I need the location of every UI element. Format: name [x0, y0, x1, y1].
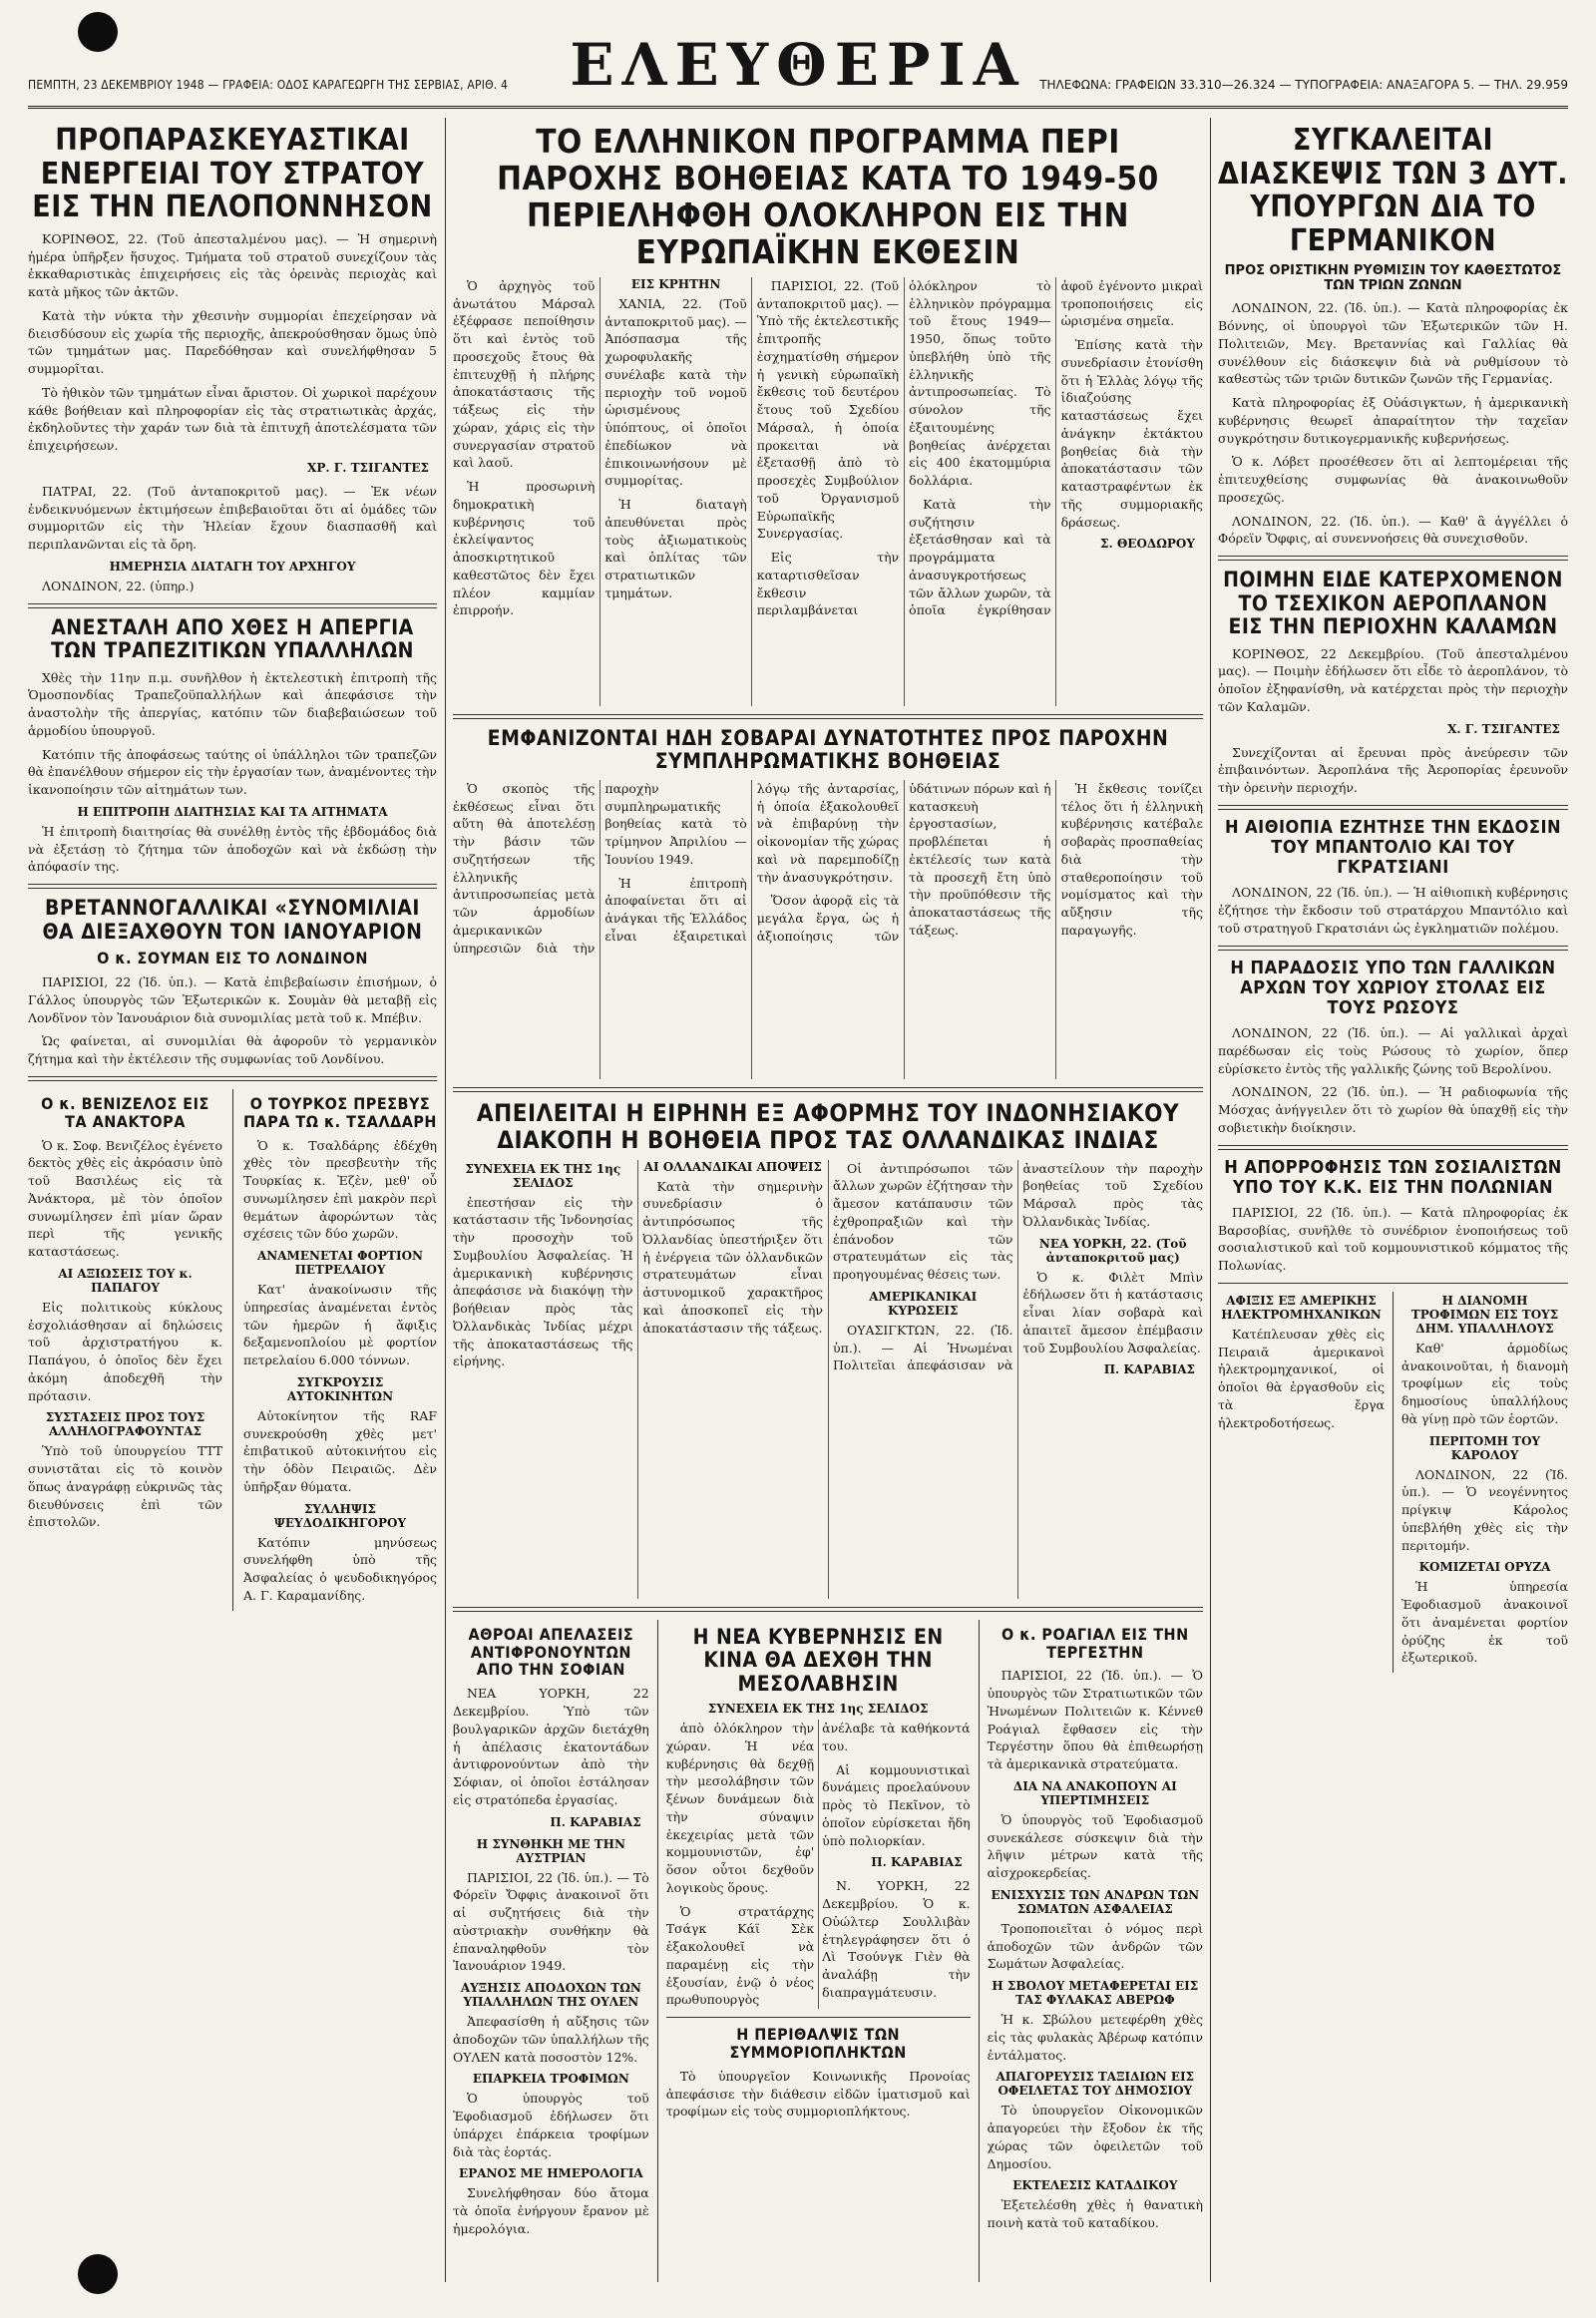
headline-rations: Η ΔΙΑΝΟΜΗ ΤΡΟΦΙΜΩΝ ΕΙΣ ΤΟΥΣ ΔΗΜ. ΥΠΑΛΛΗΛΟΥΣ: [1410, 1293, 1559, 1336]
article-text: Κατὰ τὴν σημερινὴν συνεδρίασιν ὁ ἀντιπρόσωπος τῆς Ὀλλανδίας ὑπεστήριξεν ὅτι ἡ ἐνέργεια τῶν ὀλλανδικῶν στρατευμάτων εἶναι ἀστυνομικοῦ χαρακτῆρος καὶ ἀποσκοπεῖ εἰς τὴν ἀποκατάστασιν τῆς τάξεως.: [642, 1178, 823, 1336]
headline-china: Η ΝΕΑ ΚΥΒΕΡΝΗΣΙΣ ΕΝ ΚΙΝΑ ΘΑ ΔΕΧΘΗ ΤΗΝ ΜΕΣΟΛΑΒΗΣΙΝ: [692, 1624, 944, 1696]
article-text: Εἰς τὴν καταρτισθεῖσαν ἔκθεσιν περιλαμβάνεται ὁλόκληρον τὸ ἑλληνικὸν πρόγραμμα τοῦ ἔτους 1949—1950, ὅπως τοῦτο ὑπεβλήθη ὑπὸ τῆς ἑλληνικῆς ἀντιπροσωπείας. Τὸ σύνολον τῆς ἐξαιτουμένης βοηθείας ἀνέρχεται εἰς 400 ἑκατομμύρια δολλάρια.: [756, 277, 1051, 618]
article-text: ΚΟΡΙΝΘΟΣ, 22 Δεκεμβρίου. (Τοῦ ἀπεσταλμένου μας). — Ποιμὴν ἐδήλωσεν ὅτι εἶδε τὸ ἀεροπλάνον, τὸ ὁποῖον ἐξηφανίσθη, νὰ κατέρχεται πρὸς τὴν περιοχὴν τῶν Καλαμῶν.: [1218, 645, 1568, 714]
article-text: ΛΟΝΔΙΝΟΝ, 22 (Ἰδ. ὑπ.). — Ἡ ραδιοφωνία τῆς Μόσχας ἀνήγγειλεν ὅτι τὸ χωρίον θὰ ὑπαχθῇ εἰς τὴν σοβιετικὴν διοίκησιν.: [1218, 1084, 1568, 1135]
headline-roial: Ο κ. ΡΟΑΓΙΑΛ ΕΙΣ ΤΗΝ ΤΕΡΓΕΣΤΗΝ: [1000, 1624, 1189, 1662]
subheading: ΣΥΣΤΑΣΕΙΣ ΠΡΟΣ ΤΟΥΣ ΑΛΛΗΛΟΓΡΑΦΟΥΝΤΑΣ: [45, 1410, 205, 1439]
headline-britain: ΒΡΕΤΑΝΝΟΓΑΛΛΙΚΑΙ «ΣΥΝΟΜΙΛΙΑΙ ΘΑ ΔΙΕΞΑΧΘΟΥΝ ΤΟΝ ΙΑΝΟΥΑΡΙΟΝ: [42, 896, 423, 944]
article-text: ΛΟΝΔΙΝΟΝ, 22. (Ἰδ. ὑπ.). — Κατὰ πληροφορίας ἐκ Βόννης, οἱ ὑπουργοὶ τῶν Ἐξωτερικῶν τῶν Η. Πολιτειῶν, Μεγ. Βρεταννίας καὶ Γαλλίας θὰ συνέλθουν εἰς διάσκεψιν διὰ νὰ ρυθμίσουν τὸ καθεστὼς τῶν τριῶν δυτικῶν ζωνῶν τῆς Γερμανίας.: [1218, 300, 1568, 387]
subheading: Η ΕΠΙΤΡΟΠΗ ΔΙΑΙΤΗΣΙΑΣ ΚΑΙ ΤΑ ΑΙΤΗΜΑΤΑ: [77, 804, 388, 819]
column-rule: [1210, 118, 1211, 2282]
article-text: ΛΟΝΔΙΝΟΝ, 22. (Ἰδ. ὑπ.). — Καθ' ἃ ἀγγέλλει ὁ Φόρεϊν Ὄφφις, αἱ συνεννοήσεις θὰ συνεχισθοῦν.: [1218, 513, 1568, 547]
article-text: ΠΑΡΙΣΙΟΙ, 22 (Ἰδ. ὑπ.). — Ὁ ὑπουργὸς τῶν Στρατιωτικῶν τῶν Ἡνωμένων Πολιτειῶν κ. Κέννεθ Ροάγιαλ ἔφθασεν εἰς τὴν Τεργέστην ὅπου θὰ ἐπιθεωρήσῃ τὰ ἀμερικανικὰ στρατεύματα.: [987, 1668, 1203, 1772]
headline-peloponnisos: ΠΡΟΠΑΡΑΣΚΕΥΑΣΤΙΚΑΙ ΕΝΕΡΓΕΙΑΙ ΤΟΥ ΣΤΡΑΤΟΥ ΕΙΣ ΤΗΝ ΠΕΛΟΠΟΝΝΗΣΟΝ: [32, 123, 433, 225]
subheading: ΑΙ ΟΛΛΑΝΔΙΚΑΙ ΑΠΟΨΕΙΣ: [643, 1159, 822, 1174]
article-text: Οἱ ἀντιπρόσωποι τῶν ἄλλων χωρῶν ἐζήτησαν τὴν ἄμεσον κατάπαυσιν τῶν ἐχθροπραξιῶν καὶ τὴν ἐπάνοδον τῶν στρατευμάτων εἰς τὰς προηγουμένας θέσεις των.: [833, 1160, 1013, 1283]
byline: Π. ΚΑΡΑΒΙΑΣ: [871, 1855, 963, 1870]
program-body: [453, 277, 1203, 706]
subheading: ΕΙΣ ΚΡΗΤΗΝ: [630, 276, 721, 291]
masthead-right: ΤΗΛΕΦΩΝΑ: ΓΡΑΦΕΙΩΝ 33.310—26.324 — ΤΥΠΟΓΡΑΦΕΙΑ: ΑΝΑΞΑΓΟΡΑ 5. — ΤΗΛ. 29.959: [1039, 78, 1568, 92]
punch-hole: [78, 12, 118, 52]
subheading: ΑΙ ΑΞΙΩΣΕΙΣ ΤΟΥ κ. ΠΑΠΑΓΟΥ: [58, 1266, 193, 1295]
article-text: Ὁ κ. Φιλὲτ Μπὶν ἐδήλωσεν ὅτι ἡ κατάστασις εἶναι λίαν σοβαρὰ καὶ ἀπαιτεῖ ἄμεσον ἐπέμβασιν τοῦ Συμβουλίου Ἀσφαλείας.: [1022, 1269, 1203, 1355]
article-text: Ὁ κ. Σοφ. Βενιζέλος ἐγένετο δεκτὸς χθὲς εἰς ἀκρόασιν ὑπὸ τοῦ Βασιλέως εἰς τὰ Ἀνάκτορα, μὲ τὸν ὁποῖον συνωμίλησεν ἐπὶ μίαν ὥραν περὶ τῆς γενικῆς καταστάσεως.: [28, 1137, 222, 1260]
article-text: ΝΕΑ ΥΟΡΚΗ, 22 Δεκεμβρίου. Ὑπὸ τῶν βουλγαρικῶν ἀρχῶν διετάχθη ἡ ἀπέλασις ἑκατοντάδων ἀντιφρονούντων ἀπὸ τὴν Σόφιαν, οἱ ὁποῖοι ἐστάλησαν εἰς στρατόπεδα ἐργασίας.: [453, 1686, 649, 1807]
article-text: Ὁ ἀρχηγὸς τοῦ ἀνωτάτου Μάρσαλ ἐξέφρασε πεποίθησιν ὅτι καὶ ἐντὸς τοῦ προσεχοῦς ἔτους θὰ ἐπιτευχθῇ ἡ πλήρης ἀποκατάστασις τῆς τάξεως εἰς τὴν χώραν, χάρις εἰς τὴν συνεργασίαν στρατοῦ καὶ λαοῦ.: [453, 277, 596, 471]
article-text: Κατὰ τὴν νύκτα τὴν χθεσινὴν συμμορίαι ἐπεχείρησαν νὰ διεισδύσουν εἰς χωρία τῆς περιοχῆς, ἀπεκρούσθησαν ὅμως ὑπὸ τῶν τμημάτων μας. Παρεδόθησαν καὶ συνελήφθησαν 5 συμμορῖται.: [28, 307, 437, 377]
article-text: Ὑπὸ τοῦ ὑπουργείου ΤΤΤ συνιστᾶται εἰς τὸ κοινὸν ὅπως ἀναγράφῃ εὐκρινῶς τὰς διευθύνσεις ἐπὶ τῶν ἐπιστολῶν.: [28, 1443, 222, 1530]
subheading: Η ΣΥΝΘΗΚΗ ΜΕ ΤΗΝ ΑΥΣΤΡΙΑΝ: [476, 1836, 625, 1865]
subheading: ΑΜΕΡΙΚΑΝΙΚΑΙ ΚΥΡΩΣΕΙΣ: [869, 1289, 978, 1318]
article-text: Ἡ ἐπιτροπὴ διαιτησίας θὰ συνέλθῃ ἐντὸς τῆς ἑβδομάδος διὰ νὰ ἐξετάσῃ τὸ ζήτημα τῶν ἀποδοχῶν καὶ νὰ ἐκδώσῃ τὴν ἀπόφασίν της.: [28, 823, 437, 875]
punch-hole: [78, 2254, 118, 2294]
article-text: Κατὰ τὴν συζήτησιν ἐξετάσθησαν καὶ τὰ προγράμματα ἀνασυγκροτήσεως τῶν ἄλλων χωρῶν, τὰ ὁποῖα ἐγκρίθησαν ἀφοῦ ἐγένοντο μικραὶ τροποποιήσεις εἰς ὡρισμένα σημεῖα.: [909, 277, 1203, 618]
article-text: ΛΟΝΔΙΝΟΝ, 22 (Ἰδ. ὑπ.). — Αἱ γαλλικαὶ ἀρχαὶ παρέδωσαν εἰς τοὺς Ρώσους τὸ χωρίον, ὅπερ εὑρίσκετο ἐντὸς τῆς γαλλικῆς ζώνης τοῦ Βερολίνου.: [1218, 1025, 1568, 1076]
byline: Χ. Γ. ΤΣΙΓΑΝΤΕΣ: [1447, 721, 1560, 736]
lower-center: [453, 1620, 1203, 2282]
subheading: ΕΚΤΕΛΕΣΙΣ ΚΑΤΑΔΙΚΟΥ: [1012, 2178, 1178, 2193]
article-text: Ὡς φαίνεται, αἱ συνομιλίαι θὰ ἀφοροῦν τὸ γερμανικὸν ζήτημα καὶ τὴν ἐκτέλεσιν τῆς συμφωνίας τοῦ Λονδίνου.: [28, 1033, 437, 1066]
article-text: Ὁ κ. Τσαλδάρης ἐδέχθη χθὲς τὸν πρεσβευτὴν τῆς Τουρκίας κ. Ἐζὲν, μεθ' οὗ συνωμίλησεν ἐπὶ μακρὸν περὶ θεμάτων ἀφορώντων τὰς σχέσεις τῶν δύο χωρῶν.: [242, 1137, 437, 1242]
article-text: Ἡ ὑπηρεσία Ἐφοδιασμοῦ ἀνακοινοῖ ὅτι ἀναμένεται φορτίον ὀρύζης ἐκ τοῦ ἐξωτερικοῦ.: [1401, 1579, 1568, 1666]
subheading: ΚΟΜΙΖΕΤΑΙ ΟΡΥΖΑ: [1418, 1560, 1551, 1575]
article-text: Καθ' ἁρμοδίως ἀνακοινοῦται, ἡ διανομὴ τροφίμων εἰς τοὺς δημοσίους ὑπαλλήλους θὰ γίνῃ πρὸ τῶν ἑορτῶν.: [1401, 1340, 1568, 1426]
article-text: Ὁ σκοπὸς τῆς ἐκθέσεως εἶναι ὅτι αὕτη θὰ ἀποτελέσῃ τὴν βάσιν τῶν συζητήσεων τῆς ἑλληνικῆς ἀντιπροσωπείας μετὰ τῶν ἁρμοδίων ἀμερικανικῶν ὑπηρεσιῶν διὰ τὴν παροχὴν συμπληρωματικῆς βοηθείας κατὰ τὸ τρίμηνον Ἀπριλίου — Ἰουνίου 1949.: [453, 780, 747, 956]
article-text: Τὸ ὑπουργεῖον Οἰκονομικῶν ἀπαγορεύει τὴν ἔξοδον ἐκ τῆς χώρας τῶν ὀφειλετῶν τοῦ Δημοσίου.: [987, 2103, 1203, 2171]
divider: [28, 603, 437, 608]
subheading: ΕΝΙΣΧΥΣΙΣ ΤΩΝ ΑΝΔΡΩΝ ΤΩΝ ΣΩΜΑΤΩΝ ΑΣΦΑΛΕΙΑΣ: [991, 1887, 1200, 1916]
article-text: Ἐξετελέσθη χθὲς ἡ θανατικὴ ποινὴ κατὰ τοῦ καταδίκου.: [987, 2197, 1203, 2231]
article-text: Χθὲς τὴν 11ην π.μ. συνῆλθον ἡ ἐκτελεστικὴ ἐπιτροπὴ τῆς Ὁμοσπονδίας Τραπεζοϋπαλλήλων καὶ ἀπεφάσισε τὴν ἀναστολὴν τῆς ἀπεργίας, κατόπιν τῶν διαβεβαιώσεων τοῦ ἁρμοδίου ὑπουργοῦ.: [28, 669, 437, 738]
divider: [1218, 1283, 1568, 1284]
article-text: ἀπὸ ὁλόκληρον τὴν χώραν. Ἡ νέα κυβέρνησις θὰ δεχθῇ τὴν μεσολάβησιν τῶν ξένων δυνάμεων διὰ τὴν σύναψιν ἐκεχειρίας μετὰ τῶν κομμουνιστῶν, ἐφ' ὅσον οὗτοι δεχθοῦν λογικοὺς ὅρους.: [665, 1721, 815, 1895]
article-text: Ὁ στρατάρχης Τσάγκ Κάϊ Σὲκ ἐξακολουθεῖ νὰ παραμένῃ εἰς τὴν ἐξουσίαν, ἐνῷ ὁ νέος πρωθυπουργὸς ἀνέλαβε τὰ καθήκοντά του.: [665, 1721, 971, 2008]
byline: Π. ΚΑΡΑΒΙΑΣ: [1103, 1362, 1195, 1377]
article-text: Ἡ διαταγὴ ἀπευθύνεται πρὸς τοὺς ἀξιωματικοὺς καὶ ὁπλίτας τῶν στρατιωτικῶν τμημάτων.: [604, 497, 747, 600]
article-text: Κατόπιν τῆς ἀποφάσεως ταύτης οἱ ὑπάλληλοι τῶν τραπεζῶν θὰ ἐπανέλθουν σήμερον εἰς τὴν ἐργασίαν των, ἀναμένοντες τὴν ἱκανοποίησιν τῶν αἰτημάτων των.: [28, 746, 437, 798]
article-text: ΚΟΡΙΝΘΟΣ, 22. (Τοῦ ἀπεσταλμένου μας). — Ἡ σημερινὴ ἡμέρα ὑπῆρξεν ἥσυχος. Τμήματα τοῦ στρατοῦ συνεχίζουν τὰς ἐκκαθαριστικὰς ἐπιχειρήσεις εἰς τὰς ὀρεινὰς περιοχὰς καὶ κατὰ μῆκος τῶν ἀκτῶν.: [28, 230, 437, 300]
article-text: Κατέπλευσαν χθὲς εἰς Πειραιᾶ ἀμερικανοὶ ἠλεκτρομηχανικοί, οἱ ὁποῖοι θὰ ἐργασθοῦν εἰς τὰ ἔργα ἠλεκτροδοτήσεως.: [1218, 1326, 1386, 1430]
divider: [453, 1607, 1203, 1612]
subheading: ΝΕΑ ΥΟΡΚΗ, 22. (Τοῦ ἀνταποκριτοῦ μας): [1038, 1236, 1187, 1265]
indonesia-body: [453, 1160, 1203, 1599]
subheading: ΠΕΡΙΤΟΜΗ ΤΟΥ ΚΑΡΟΛΟΥ: [1428, 1433, 1541, 1462]
article-text: Ἡ ἐπιτροπὴ ἀποφαίνεται ὅτι αἱ ἀνάγκαι τῆς Ἑλλάδος εἶναι ἐξαιρετικαὶ λόγῳ τῆς ἀνταρσίας, ἡ ὁποία ἐξακολουθεῖ νὰ ἐπιβαρύνῃ τὴν οἰκονομίαν τῆς χώρας καὶ νὰ παρεμποδίζῃ τὴν ἀνασυγκρότησιν.: [604, 780, 900, 944]
article-text: Ὁ ὑπουργὸς τοῦ Ἐφοδιασμοῦ συνεκάλεσε σύσκεψιν διὰ τὴν λῆψιν μέτρων κατὰ τῆς αἰσχροκερδείας.: [987, 1811, 1203, 1881]
headline-socialists: Η ΑΠΟΡΡΟΦΗΣΙΣ ΤΩΝ ΣΟΣΙΑΛΙΣΤΩΝ ΥΠΟ ΤΟΥ Κ.Κ. ΕΙΣ ΤΗΝ ΠΟΛΩΝΙΑΝ: [1224, 1156, 1562, 1198]
subheading: ΗΜΕΡΗΣΙΑ ΔΙΑΤΑΓΗ ΤΟΥ ΑΡΧΗΓΟΥ: [109, 559, 356, 574]
subheading: ΔΙΑ ΝΑ ΑΝΑΚΟΠΟΥΝ ΑΙ ΥΠΕΡΤΙΜΗΣΕΙΣ: [1012, 1778, 1177, 1807]
byline: ΧΡ. Γ. ΤΣΙΓΑΝΤΕΣ: [307, 460, 429, 475]
continuation-label: ΣΥΝΕΧΕΙΑ ΕΚ ΤΗΣ 1ης ΣΕΛΙΔΟΣ: [707, 1702, 929, 1717]
headline-electronics: ΑΦΙΞΙΣ ΕΞ ΑΜΕΡΙΚΗΣ ΗΛΕΚΤΡΟΜΗΧΑΝΙΚΩΝ: [1221, 1293, 1382, 1322]
article-text: Κατ' ἀνακοίνωσιν τῆς ὑπηρεσίας ἀναμένεται ἐντὸς τῶν ἡμερῶν ἡ ἄφιξις δεξαμενοπλοίου μὲ φορτίον πετρελαίου 6.000 τόννων.: [242, 1282, 437, 1368]
column-rule: [445, 118, 446, 2282]
article-text: ΠΑΡΙΣΙΟΙ, 22. (Τοῦ ἀνταποκριτοῦ μας). — Ὑπὸ τῆς ἐκτελεστικῆς ἐπιτροπῆς ἐσχηματίσθη σήμερον ἡ γενικὴ εὐρωπαϊκὴ ἔκθεσις τοῦ δευτέρου ἔτους τοῦ Σχεδίου Μάρσαλ, ἡ ὁποία προκειται νὰ ἐξετασθῇ ἀπὸ τὸ προσεχὲς Συμβούλιον τοῦ Ὀργανισμοῦ Εὐρωπαϊκῆς Συνεργασίας.: [756, 277, 900, 542]
masthead: [28, 22, 1568, 109]
article-text: ΠΑΡΙΣΙΟΙ, 22 (Ἰδ. ὑπ.). — Κατὰ ἐπιβεβαίωσιν ἐπισήμων, ὁ Γάλλος ὑπουργὸς τῶν Ἐξωτερικῶν κ. Σουμὰν θὰ μεταβῇ εἰς Λονδῖνον τὸν Ἰανουάριον διὰ συνομιλίας μετὰ τοῦ κ. Μπέβιν.: [28, 974, 437, 1025]
center-column: [453, 118, 1203, 2282]
article-text: Ἡ προσωρινὴ δημοκρατικὴ κυβέρνησις τοῦ ἐκλείψαντος ἀποσκιρτητικοῦ καθεστῶτος δὲν ἔχει πλέον καμμίαν ἐπιρροήν.: [453, 479, 596, 618]
article-text: ΠΑΡΙΣΙΟΙ, 22 (Ἰδ. ὑπ.). — Τὸ Φόρεϊν Ὄφφις ἀνακοινοῖ ὅτι αἱ συζητήσεις διὰ τὴν αὐστριακὴν συνθήκην θὰ ἐπαναληφθοῦν τὸν Ἰανουάριον 1949.: [453, 1869, 649, 1974]
subheading: ΣΥΓΚΡΟΥΣΙΣ ΑΥΤΟΚΙΝΗΤΩΝ: [286, 1374, 394, 1403]
headline-conference: ΣΥΓΚΑΛΕΙΤΑΙ ΔΙΑΣΚΕΨΙΣ ΤΩΝ 3 ΔΥΤ. ΥΠΟΥΡΓΩΝ ΔΙΑ ΤΟ ΓΕΡΜΑΝΙΚΟΝ: [1218, 123, 1568, 258]
article-text: ΠΑΡΙΣΙΟΙ, 22 (Ἰδ. ὑπ.). — Κατὰ πληροφορίας ἐκ Βαρσοβίας, συνῆλθε τὸ συνέδριον ἑνοποιήσεως τοῦ σοσιαλιστικοῦ καὶ τοῦ κομμουνιστικοῦ κόμματος τῆς Πολωνίας.: [1218, 1204, 1568, 1274]
subheading: Η ΣΒΟΛΟΥ ΜΕΤΑΦΕΡΕΤΑΙ ΕΙΣ ΤΑΣ ΦΥΛΑΚΑΣ ΑΒΕΡΩΦ: [992, 1979, 1199, 2008]
divider: [28, 1076, 437, 1081]
article-text: Ὅσον ἀφορᾷ εἰς τὰ μεγάλα ἔργα, ὡς ἡ ἀξιοποίησις τῶν ὑδάτινων πόρων καὶ ἡ κατασκευὴ ἐργοστασίων, προβλέπεται ἡ ἐκτέλεσίς των κατὰ τὰ προσεχῆ ἔτη ὑπὸ τὴν προϋπόθεσιν τῆς ἀποκαταστάσεως τῆς τάξεως.: [756, 780, 1051, 944]
article-text: Ὁ κ. Λόβετ προσέθεσεν ὅτι αἱ λεπτομέρειαι τῆς ἐπιτευχθείσης συμφωνίας θὰ ἀνακοινωθοῦν προσεχῶς.: [1218, 454, 1568, 505]
article-text: Ὁ ὑπουργὸς τοῦ Ἐφοδιασμοῦ ἐδήλωσεν ὅτι ὑπάρχει ἐπάρκεια τροφίμων διὰ τὰς ἑορτάς.: [453, 2091, 649, 2159]
article-text: Αἱ κομμουνιστικαὶ δυνάμεις προελαύνουν πρὸς τὸ Πεκῖνον, τὸ ὁποῖον εὑρίσκεται ἤδη ὑπὸ πολιορκίαν.: [822, 1761, 971, 1848]
divider: [1218, 1145, 1568, 1150]
article-text: Συνεχίζονται αἱ ἔρευναι πρὸς ἀνεύρεσιν τῶν ἐπιβαινόντων. Ἀεροπλάνα τῆς Ἀεροπορίας ἐρευνοῦν τὴν ὀρεινὴν περιοχήν.: [1218, 744, 1568, 796]
subheadline: ΠΡΟΣ ΟΡΙΣΤΙΚΗΝ ΡΥΘΜΙΣΙΝ ΤΟΥ ΚΑΘΕΣΤΩΤΟΣ ΤΩΝ ΤΡΙΩΝ ΖΩΝΩΝ: [1224, 263, 1562, 294]
article-text: Τὸ ἠθικὸν τῶν τμημάτων εἶναι ἄριστον. Οἱ χωρικοὶ παρέχουν κάθε βοήθειαν καὶ πληροφορίαν εἰς τὰς στρατιωτικὰς ἀρχάς, ἐκδηλοῦντες τὴν χαράν των διὰ τὰ ἐπιτυχῆ ἀποτελέσματα τῶν ἐπιχειρήσεων.: [28, 384, 437, 454]
headline-sofia: ΑΘΡΟΑΙ ΑΠΕΛΑΣΕΙΣ ΑΝΤΙΦΡΟΝΟΥΝΤΩΝ ΑΠΟ ΤΗΝ ΣΟΦΙΑΝ: [468, 1624, 634, 1680]
article-text: ΟΥΑΣΙΓΚΤΩΝ, 22. (Ἰδ. ὑπ.). — Αἱ Ἡνωμέναι Πολιτεῖαι ἀπεφάσισαν νὰ ἀναστείλουν τὴν παροχὴν βοηθείας τοῦ Σχεδίου Μάρσαλ πρὸς τὰς Ὀλλανδικὰς Ἰνδίας.: [833, 1160, 1203, 1373]
article-text: ἐπεστήσαν εἰς τὴν κατάστασιν τῆς Ἰνδονησίας τὴν προσοχὴν τοῦ Συμβουλίου Ἀσφαλείας. Ἡ ἀμερικανικὴ κυβέρνησις ἀπεφάσισε νὰ διακόψῃ τὴν βοήθειαν πρὸς τὰς Ὀλλανδικὰς Ἰνδίας μέχρι τῆς ἀποκαταστάσεως τῆς εἰρήνης.: [453, 1194, 633, 1369]
article-text: Ἡ κ. Σβώλου μετεφέρθη χθὲς εἰς τὰς φυλακὰς Ἀβέρωφ κατόπιν ἐντάλματος.: [987, 2012, 1203, 2063]
subheading: ΑΠΑΓΟΡΕΥΣΙΣ ΤΑΞΙΔΙΩΝ ΕΙΣ ΟΦΕΙΛΕΤΑΣ ΤΟΥ ΔΗΜΟΣΙΟΥ: [996, 2070, 1195, 2099]
divider: [1218, 946, 1568, 951]
article-text: Ἐπίσης κατὰ τὴν συνεδρίασιν ἐτονίσθη ὅτι ἡ Ἑλλὰς λόγῳ τῆς ἰδιαζούσης καταστάσεως ἔχει ἀνάγκην ἐκτάκτου βοηθείας διὰ τὴν ἀποκατάστασιν τῶν καταστραφέντων ἐκ τῆς συμμοριακῆς δράσεως.: [1060, 337, 1203, 530]
article-text: Κατὰ πληροφορίας ἐξ Οὐάσιγκτων, ἡ ἀμερικανικὴ κυβέρνησις θεωρεῖ ἀπαραίτητον τὴν ταχεῖαν συγκρότησιν δυτικογερμανικῆς κυβερνήσεως.: [1218, 395, 1568, 446]
headline-ethiopia: Η ΑΙΘΙΟΠΙΑ ΕΖΗΤΗΣΕ ΤΗΝ ΕΚΔΟΣΙΝ ΤΟΥ ΜΠΑΝΤΟΛΙΟ ΚΑΙ ΤΟΥ ΓΚΡΑΤΣΙΑΝΙ: [1224, 816, 1562, 879]
subheading: ΑΥΞΗΣΙΣ ΑΠΟΔΟΧΩΝ ΤΩΝ ΥΠΑΛΛΗΛΩΝ ΤΗΣ ΟΥΛΕΝ: [460, 1981, 641, 2010]
continuation-label: ΣΥΝΕΧΕΙΑ ΕΚ ΤΗΣ 1ης ΣΕΛΙΔΟΣ: [465, 1161, 621, 1190]
headline-strike: ΑΝΕΣΤΑΛΗ ΑΠΟ ΧΘΕΣ Η ΑΠΕΡΓΙΑ ΤΩΝ ΤΡΑΠΕΖΙΤΙΚΩΝ ΥΠΑΛΛΗΛΩΝ: [51, 614, 414, 663]
byline: Σ. ΘΕΟΔΩΡΟΥ: [1100, 537, 1195, 552]
article-text: Ἀπεφασίσθη ἡ αὔξησις τῶν ἀποδοχῶν τῶν ὑπαλλήλων τῆς ΟΥΛΕΝ κατὰ ποσοστὸν 12%.: [453, 2014, 649, 2065]
article-text: ΛΟΝΔΙΝΟΝ, 22. (ὑπηρ.): [42, 578, 195, 593]
newspaper-title: ΕΛΕΥΘΕΡΙΑ: [570, 31, 1026, 99]
article-text: ΠΑΤΡΑΙ, 22. (Τοῦ ἀνταποκριτοῦ μας). — Ἐκ νέων ἐνδεικνυόμενων ἐκτιμήσεων ἐπιβεβαιοῦται ὅτι αἱ ὁμάδες τῶν συμμοριτῶν εἰς τὴν Ἠλείαν ἔχουν διασπασθῆ καὶ περιπλανῶνται εἰς τὰ ὄρη.: [28, 483, 437, 553]
headline-bandits: Η ΠΕΡΙΘΑΛΨΙΣ ΤΩΝ ΣΥΜΜΟΡΙΟΠΛΗΚΤΩΝ: [729, 2025, 907, 2063]
byline: Π. ΚΑΡΑΒΙΑΣ: [550, 1814, 641, 1829]
supplementary-body: [453, 780, 1203, 1079]
divider: [453, 714, 1203, 719]
masthead-left: ΠΕΜΠΤΗ, 23 ΔΕΚΕΜΒΡΙΟΥ 1948 — ΓΡΑΦΕΙΑ: ΟΔΟΣ ΚΑΡΑΓΕΩΡΓΗ ΤΗΣ ΣΕΡΒΙΑΣ, ΑΡΙΘ. 4: [28, 78, 509, 92]
article-text: Εἰς πολιτικοὺς κύκλους ἐσχολιάσθησαν αἱ δηλώσεις τοῦ ἀρχιστρατήγου κ. Παπάγου, ὁ ὁποῖος δὲν ἔχει ἀκόμη ἀποδεχθῆ τὴν πρότασιν.: [28, 1299, 222, 1403]
subheading: ΣΥΛΛΗΨΙΣ ΨΕΥΔΟΔΙΚΗΓΟΡΟΥ: [273, 1501, 407, 1530]
headline-indonesia: ΑΠΕΙΛΕΙΤΑΙ Η ΕΙΡΗΝΗ ΕΞ ΑΦΟΡΜΗΣ ΤΟΥ ΙΝΔΟΝΗΣΙΑΚΟΥ ΔΙΑΚΟΠΗ Η ΒΟΗΘΕΙΑ ΠΡΟΣ ΤΑΣ ΟΛΛΑΝΔΙΚΑΣ ΙΝΔΙΑΣ: [476, 1098, 1180, 1154]
headline-turkish: Ο ΤΟΥΡΚΟΣ ΠΡΕΣΒΥΣ ΠΑΡΑ ΤΩ κ. ΤΣΑΛΔΑΡΗ: [243, 1093, 437, 1131]
divider: [666, 2017, 971, 2018]
headline-program: ΤΟ ΕΛΛΗΝΙΚΟΝ ΠΡΟΓΡΑΜΜΑ ΠΕΡΙ ΠΑΡΟΧΗΣ ΒΟΗΘΕΙΑΣ ΚΑΤΑ ΤΟ 1949-50 ΠΕΡΙΕΛΗΦΘΗ ΟΛΟΚΛΗΡΟΝ ΕΙΣ ΤΗΝ ΕΥΡΩΠΑΪΚΗΝ ΕΚΘΕΣΙΝ: [497, 122, 1159, 271]
divider: [453, 1087, 1203, 1092]
headline-britain-2: Ο κ. ΣΟΥΜΑΝ ΕΙΣ ΤΟ ΛΟΝΔΙΝΟΝ: [97, 949, 368, 968]
divider: [1218, 556, 1568, 561]
article-text: Κατόπιν μηνύσεως συνελήφθη ὑπὸ τῆς Ἀσφαλείας ὁ ψευδοδικηγόρος Α. Γ. Καραμανίδης.: [242, 1534, 437, 1603]
headline-aircraft: ΠΟΙΜΗΝ ΕΙΔΕ ΚΑΤΕΡΧΟΜΕΝΟΝ ΤΟ ΤΣΕΧΙΚΟΝ ΑΕΡΟΠΛΑΝΟΝ ΕΙΣ ΤΗΝ ΠΕΡΙΟΧΗΝ ΚΑΛΑΜΩΝ: [1223, 568, 1563, 639]
subheading: ΕΠΑΡΚΕΙΑ ΤΡΟΦΙΜΩΝ: [472, 2072, 629, 2087]
article-text: ΛΟΝΔΙΝΟΝ, 22 (Ἰδ. ὑπ.). — Ἡ αἰθιοπικὴ κυβέρνησις ἐζήτησε τὴν ἔκδοσιν τοῦ στρατάρχου Μπαντόλιο καὶ τοῦ στρατηγοῦ Γκρατσιάνι ὡς ἐγκληματιῶν πολέμου.: [1218, 885, 1568, 936]
left-column: [28, 118, 437, 2282]
headline-supplementary: ΕΜΦΑΝΙΖΟΝΤΑΙ ΗΔΗ ΣΟΒΑΡΑΙ ΔΥΝΑΤΟΤΗΤΕΣ ΠΡΟΣ ΠΑΡΟΧΗΝ ΣΥΜΠΛΗΡΩΜΑΤΙΚΗΣ ΒΟΗΘΕΙΑΣ: [487, 725, 1169, 774]
headline-venizelos: Ο κ. ΒΕΝΙΖΕΛΟΣ ΕΙΣ ΤΑ ΑΝΑΚΤΟΡΑ: [41, 1093, 209, 1131]
article-text: Ἡ ἔκθεσις τονίζει τέλος ὅτι ἡ ἑλληνικὴ κυβέρνησις κατέβαλε σοβαρὰς προσπαθείας διὰ τὴν σταθεροποίησιν τοῦ νομίσματος καὶ τὴν αὔξησιν τῆς παραγωγῆς.: [1060, 780, 1203, 938]
article-text: ΧΑΝΙΑ, 22. (Τοῦ ἀνταποκριτοῦ μας). — Ἀπόσπασμα τῆς χωροφυλακῆς συνέλαβε κατὰ τὴν περιοχὴν τοῦ νομοῦ ὡρισμένους ὑπόπτους, οἱ ὁποῖοι ἐπεδίωκον νὰ ἐπικοινωνήσουν μὲ συμμορίτας.: [604, 295, 747, 489]
article-text: ΛΟΝΔΙΝΟΝ, 22 (Ἰδ. ὑπ.). — Ὁ νεογέννητος πρίγκιψ Κάρολος ὑπεβλήθη χθὲς εἰς τὴν περιτομήν.: [1401, 1466, 1568, 1553]
subheading: ΕΡΑΝΟΣ ΜΕ ΗΜΕΡΟΛΟΓΙΑ: [459, 2166, 643, 2181]
right-column: [1218, 118, 1568, 2282]
article-text: Τὸ ὑπουργεῖον Κοινωνικῆς Προνοίας ἀπεφάσισε τὴν διάθεσιν εἰδῶν ἱματισμοῦ καὶ τροφίμων εἰς τοὺς συμμοριοπλήκτους.: [665, 2068, 971, 2120]
article-text: Τροποποιεῖται ὁ νόμος περὶ ἀποδοχῶν τῶν ἀνδρῶν τῶν Σωμάτων Ἀσφαλείας.: [987, 1920, 1203, 1972]
subheading: ΑΝΑΜΕΝΕΤΑΙ ΦΟΡΤΙΟΝ ΠΕΤΡΕΛΑΙΟΥ: [256, 1249, 424, 1278]
article-text: Συνελήφθησαν δύο ἄτομα τὰ ὁποῖα ἐνήργουν ἔρανον μὲ ἡμερολόγια.: [453, 2185, 649, 2236]
article-text: Ν. ΥΟΡΚΗ, 22 Δεκεμβρίου. Ὁ κ. Οὐώλτερ Σουλλιβὰν ἐτηλεγράφησεν ὅτι ὁ Λὶ Τσούνγκ Γιὲν θὰ ἀναλάβῃ τὴν διαπραγμάτευσιν.: [822, 1878, 971, 2000]
article-text: Αὐτοκίνητον τῆς RAF συνεκρούσθη χθὲς μετ' ἐπιβατικοῦ αὐτοκινήτου εἰς τὴν ὁδὸν Πειραιῶς. Δὲν ὑπῆρξαν θύματα.: [242, 1407, 437, 1494]
divider: [1218, 805, 1568, 810]
headline-russians: Η ΠΑΡΑΔΟΣΙΣ ΥΠΟ ΤΩΝ ΓΑΛΛΙΚΩΝ ΑΡΧΩΝ ΤΟΥ ΧΩΡΙΟΥ ΣΤΟΛΑΣ ΕΙΣ ΤΟΥΣ ΡΩΣΟΥΣ: [1230, 957, 1556, 1018]
divider: [28, 884, 437, 889]
